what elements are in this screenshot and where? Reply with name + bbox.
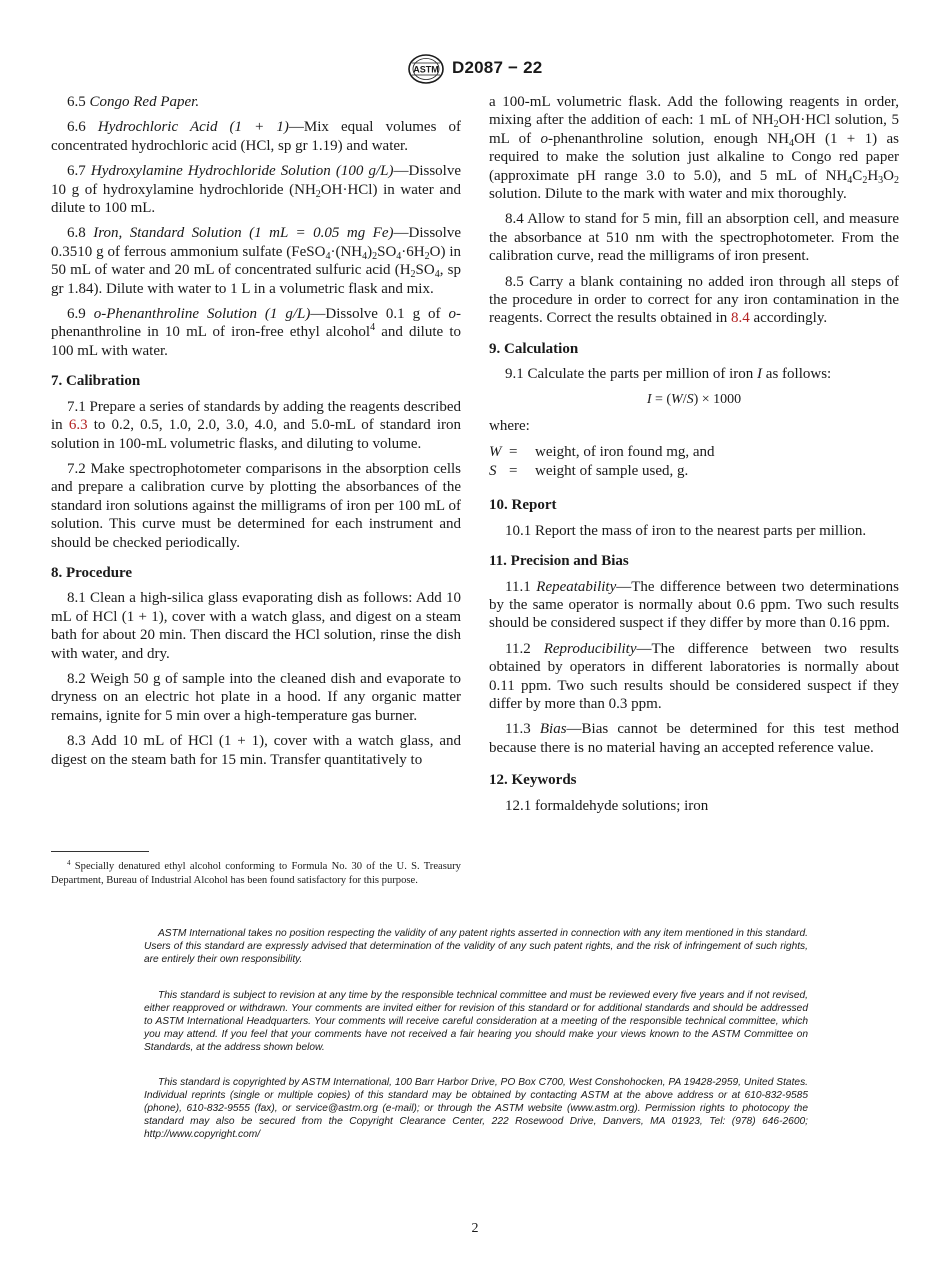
astm-logo-icon (408, 54, 444, 84)
footnote-ref[interactable]: 4 (370, 322, 376, 334)
xref-6-3[interactable]: 6.3 (68, 417, 88, 434)
definition-row: S = weight of sample used, g. (489, 462, 689, 479)
xref-8-4[interactable]: 8.4 (731, 310, 750, 327)
page-header (0, 54, 950, 88)
where-label: where: (489, 418, 530, 435)
section-9-1: 9.1 Calculate the parts per million of iron I as follows: (505, 366, 832, 383)
section-8-3: 8.3 Add 10 mL of HCl (1 + 1), cover with a watch glass, and digest on the steam bath for 15 min. Transfer quantitatively to (51, 733, 461, 768)
section-6-9: 6.9 o-Phenanthroline Solution (1 g/L)—Dissolve 0.1 g of o-phenanthroline in 10 mL of iron-free ethyl alcohol$^4$ and dilute to 100 mL with water. (51, 306, 462, 359)
section-8-2: 8.2 Weigh 50 g of sample into the cleaned dish and evaporate to dryness on an electric hot plate in a hood. If any organic matter remains, ignite for 5 min over a high-temperature gas burner. (51, 670, 461, 724)
heading-calibration: 7. Calibration (51, 373, 141, 390)
footnote-divider (51, 851, 149, 852)
section-11-3: 11.3 Bias—Bias cannot be determined for this test method because there is no material having an accepted reference value. (489, 721, 900, 756)
definition-row: W = weight, of iron found mg, and (489, 443, 715, 460)
heading-precision-bias: 11. Precision and Bias (489, 553, 629, 570)
heading-report: 10. Report (489, 497, 557, 514)
section-6-7: 6.7 Hydroxylamine Hydrochloride Solution (100 g/L)—Dissolve 10 g of hydroxylamine hydrochloride $(NH_2OH\cdot HCl)$ in water and dilute to 100 mL. (51, 163, 462, 217)
patent-notice: ASTM International takes no position respecting the validity of any patent rights asserted in connection with any item mentioned in this standard. Users of this standard are expressly advised that determination of the validity of any such patent rights, and the risk of infringement of such rights, are entirely their own responsibility. (144, 928, 808, 966)
section-11-1: 11.1 Repeatability—The difference between two determinations by the same operator is normally about 0.6 ppm. Two such results should be considered suspect if they differ by more than 0.16 ppm. (489, 578, 900, 632)
section-7-2: 7.2 Make spectrophotometer comparisons in the absorption cells and prepare a calibration curve by plotting the absorbances of the standard iron solutions against the milligrams of iron per 100 mL of solution. This curve must be determined for each instrument and should be checked periodically. (51, 460, 461, 551)
equation: I = (W/S) × 1000 (646, 391, 742, 407)
section-10-1: 10.1 Report the mass of iron to the nearest parts per million. (505, 522, 867, 539)
section-6-6: 6.6 Hydrochloric Acid (1 + 1)—Mix equal volumes of concentrated hydrochloric acid (HCl, sp gr 1.19) and water. (51, 119, 461, 154)
section-6-8: 6.8 Iron, Standard Solution (1 mL = 0.05 mg Fe)—Dissolve 0.3510 g of ferrous ammonium sulfate $(FeSO_4\cdot(NH_4)_2SO_4\cdot 6H_2O)$ in 50 mL of water and 20 mL of concentrated sulfuric acid ($H_2SO_4$, sp gr 1.84). Dilute with water to 1 L in a volumetric flask and mix. (51, 225, 461, 297)
footnote-4: $^4$ Specially denatured ethyl alcohol conforming to Formula No. 30 of the U. S. Treasury Department, Bureau of Industrial Alcohol has been found satisfactory for this purpose. (51, 859, 461, 886)
left-column (51, 93, 461, 776)
copyright-notice: This standard is copyrighted by ASTM International, 100 Barr Harbor Drive, PO Box C700, West Conshohocken, PA 19428-2959, United States. Individual reprints (single or multiple copies) of this standard may be obtained by contacting ASTM at the above address or at 610-832-9585 (phone), 610-832-9555 (fax), or service@astm.org (e-mail); or through the ASTM website (www.astm.org). Permission rights to photocopy the standard may also be secured from the Copyright Clearance Center, 222 Rosewood Drive, Danvers, MA 01923, Tel: (978) 646-2600; http://www.copyright.com/ (144, 1077, 808, 1141)
section-7-1: 7.1 Prepare a series of standards by adding the reagents described in 6.3 to 0.2, 0.5, 1.0, 2.0, 3.0, 4.0, and 5.0-mL of standard iron solution in 100-mL volumetric flasks, and diluting to volume. (51, 398, 461, 452)
logo-text: ASTM (413, 64, 439, 75)
section-12-1: 12.1 formaldehyde solutions; iron (505, 797, 709, 814)
revision-notice: This standard is subject to revision at any time by the responsible technical committee and must be reviewed every five years and if not revised, either reapproved or withdrawn. Your comments are invited either for revision of this standard or for additional standards and should be addressed to ASTM International Headquarters. Your comments will receive careful consideration at a meeting of the responsible technical committee, which you may attend. If you feel that your comments have not received a fair hearing you should make your views known to the ASTM Committee on Standards, at the address shown below. (144, 990, 808, 1054)
heading-procedure: 8. Procedure (51, 564, 133, 581)
document-id: D2087 − 22 (452, 58, 543, 77)
section-8-5: 8.5 Carry a blank containing no added iron through all steps of the procedure in order to correct for any iron contamination in the reagents. Correct the results obtained in 8.4 accordingly. (489, 273, 899, 327)
section-8-1: 8.1 Clean a high-silica glass evaporating dish as follows: Add 10 mL of HCl (1 + 1), cover with a watch glass, and digest on a steam bath for about 20 min. Then discard the HCl solution, rinse the dish with water, and dry. (51, 590, 461, 662)
right-column (489, 93, 899, 822)
section-8-4: 8.4 Allow to stand for 5 min, fill an absorption cell, and measure the absorbance at 510 nm with the spectrophotometer. From the calibration curve, read the milligrams of iron present. (489, 211, 899, 265)
section-11-2: 11.2 Reproducibility—The difference between two results obtained by operators in different laboratories is normally about 0.11 ppm. Two such results should be considered suspect if they differ by more than 0.3 ppm. (489, 640, 900, 712)
heading-keywords: 12. Keywords (489, 772, 577, 789)
page-number: 2 (471, 1221, 479, 1236)
section-8-3-continued: a 100-mL volumetric flask. Add the following reagents in order, mixing after the addition of each: 1 mL of $NH_2OH\cdot HCl$ solution, 5 mL of o-phenanthroline solution, enough $NH_4OH$ (1 + 1) as required to make the solution just alkaline to Congo red paper (approximate pH range 3.0 to 5.0), and 5 mL of $NH_4C_2H_3O_2$ solution. Dilute to the mark with water and mix thoroughly. (489, 94, 899, 203)
heading-calculation: 9. Calculation (489, 340, 579, 357)
section-6-5: 6.5 Congo Red Paper. (67, 94, 200, 110)
